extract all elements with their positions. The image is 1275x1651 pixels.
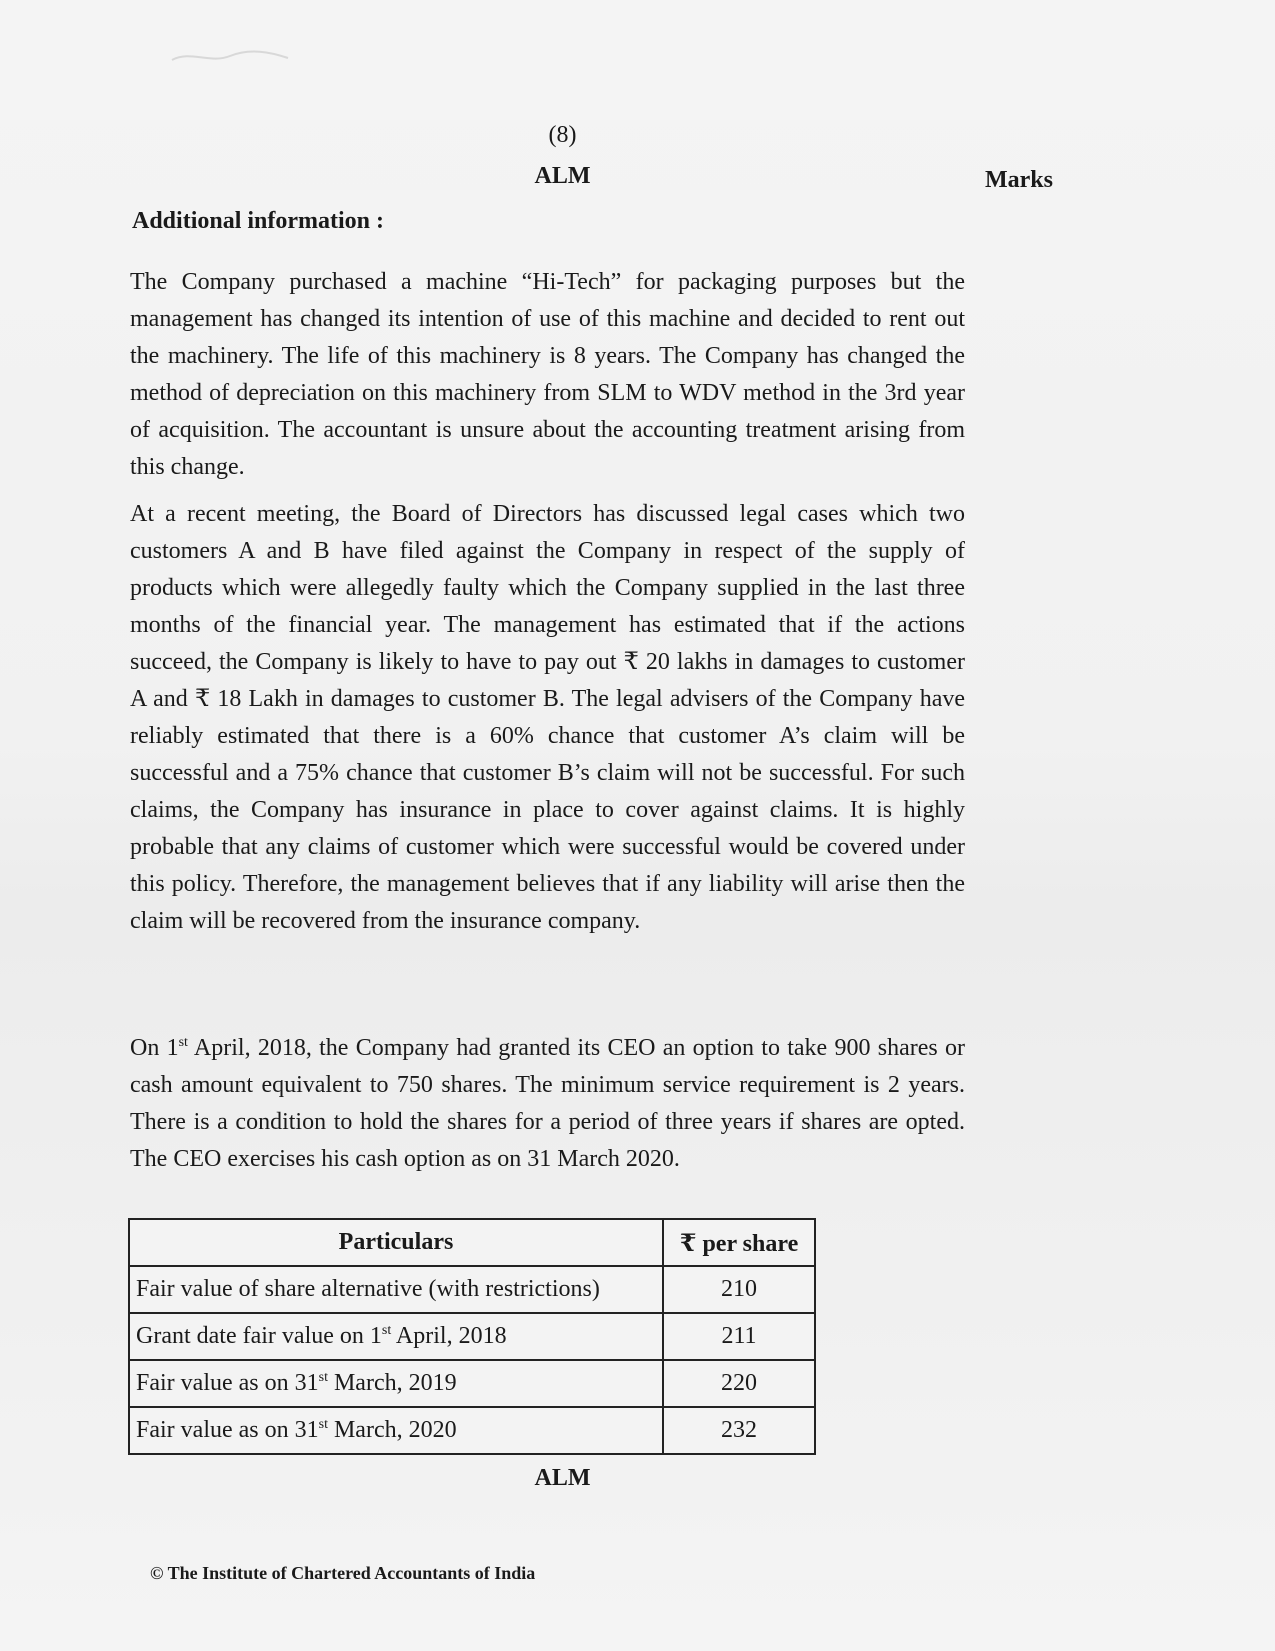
paragraph-text: April, 2018, the Company had granted its CEO an option to take 900 shares or cash amount equivalent to 750 shares. The minimum service requirement is 2 years. There is a condition to hold the shares for a period of three years if shares are opted. The CEO exercises his cash option as on 31 March 2020. (130, 1035, 965, 1172)
table-row (129, 1407, 815, 1454)
particulars-cell (129, 1360, 663, 1407)
cell-text: March, 2019 (327, 1370, 457, 1396)
cell-text: Fair value as on 31 (136, 1370, 319, 1396)
cell-text: April, 2018 (391, 1323, 507, 1349)
ordinal-suffix: st (318, 1370, 328, 1385)
table-header-row (129, 1219, 815, 1266)
value-cell: 232 (663, 1407, 815, 1454)
column-header-per-share: ₹ per share (663, 1219, 815, 1266)
value-cell: 210 (663, 1266, 815, 1313)
column-header-particulars: Particulars (129, 1219, 663, 1266)
value-cell: 211 (663, 1313, 815, 1360)
paragraph-machine-depreciation: The Company purchased a machine “Hi-Tech” for packaging purposes but the management has changed its intention of use of this machine and decided to rent out the machinery. The life of this machinery is 8 years. The Company has changed the method of depreciation on this machinery from SLM to WDV method in the 3rd year of acquisition. The accountant is unsure about the accounting treatment arising from this change. (130, 269, 965, 480)
paragraph-legal-claims: At a recent meeting, the Board of Directors has discussed legal cases which two customers A and B have filed against the Company in respect of the supply of products which were allegedly faulty which the Company supplied in the last three months of the financial year. The management has estimated that if the actions succeed, the Company is likely to have to pay out ₹ 20 lakhs in damages to customer A and ₹ 18 Lakh in damages to customer B. The legal advisers of the Company have reliably estimated that there is a 60% chance that customer A’s claim will be successful and a 75% chance that customer B’s claim will not be successful. For such claims, the Company has insurance in place to cover against claims. It is highly probable that any claims of customer which were successful would be covered under this policy. Therefore, the management believes that if any liability will arise then the claim will be recovered from the insurance company. (130, 501, 965, 934)
ordinal-suffix: st (318, 1417, 328, 1432)
table-row (129, 1266, 815, 1313)
table-row (129, 1360, 815, 1407)
cell-text: Grant date fair value on 1 (136, 1323, 382, 1349)
section-title: Additional information : (132, 208, 385, 234)
cell-text: March, 2020 (327, 1417, 457, 1443)
table-row (129, 1313, 815, 1360)
copyright-notice: © The Institute of Chartered Accountants of India (150, 1563, 536, 1583)
paper-code-header: ALM (534, 163, 591, 189)
particulars-cell (129, 1407, 663, 1454)
paper-code-footer: ALM (534, 1465, 591, 1491)
paragraph-text: On 1 (130, 1035, 179, 1061)
share-values-table (128, 1218, 816, 1455)
scan-smudge-mark (170, 46, 290, 66)
ordinal-suffix: st (178, 1035, 188, 1050)
cell-text: Fair value as on 31 (136, 1417, 319, 1443)
marks-column-label: Marks (985, 167, 1053, 193)
particulars-cell (129, 1266, 663, 1313)
value-cell: 220 (663, 1360, 815, 1407)
particulars-cell (129, 1313, 663, 1360)
cell-text: Fair value of share alternative (with restrictions) (136, 1276, 600, 1302)
paragraph-ceo-option (130, 1030, 965, 1178)
ordinal-suffix: st (381, 1323, 392, 1338)
page-number: (8) (548, 122, 577, 148)
